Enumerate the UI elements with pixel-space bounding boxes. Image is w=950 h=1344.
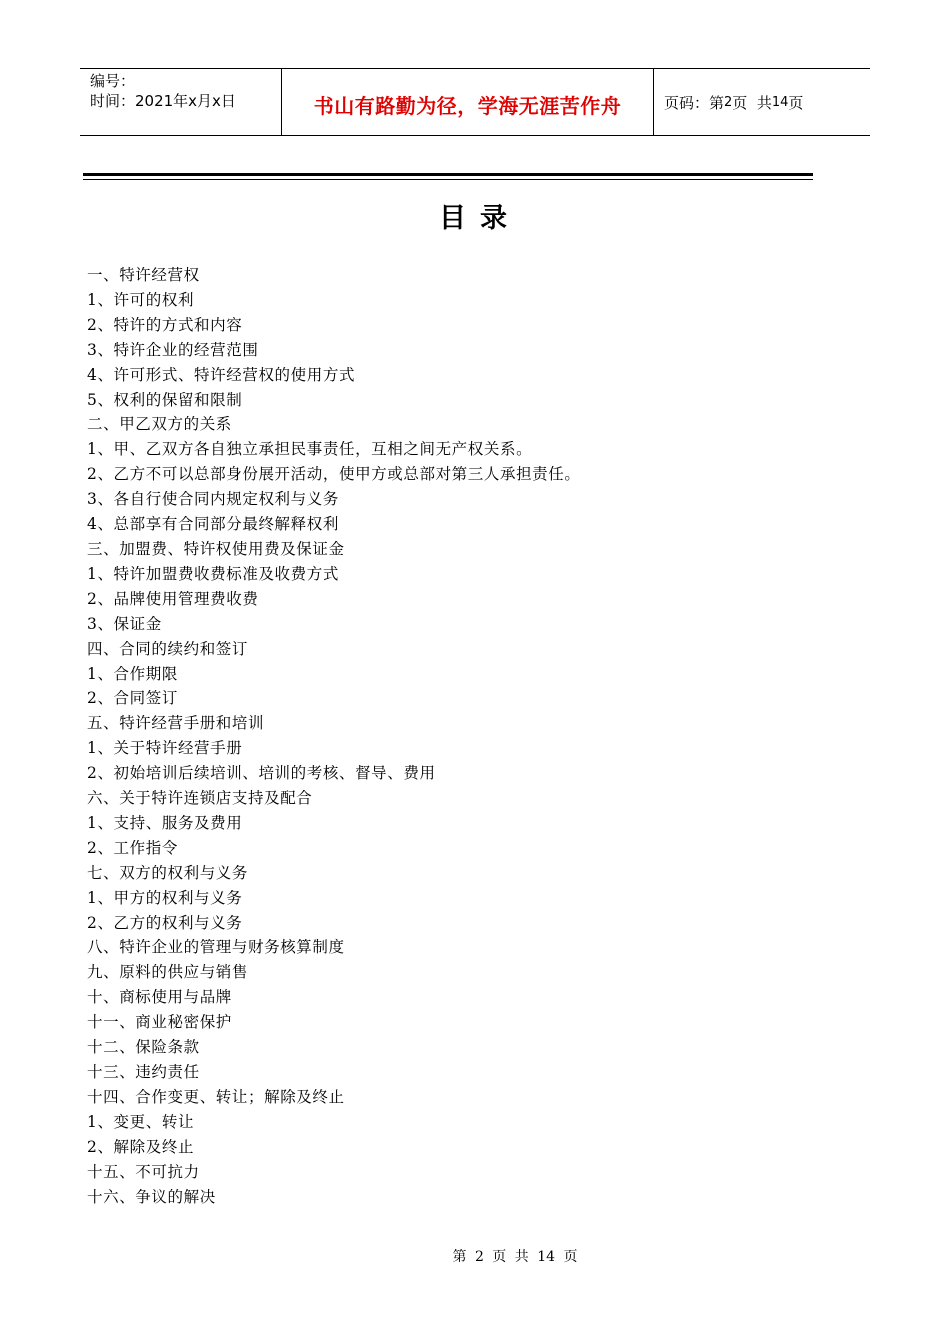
header-motto-cell xyxy=(282,69,654,135)
header-divider-thick xyxy=(83,173,813,176)
page-prefix: 页码：第 xyxy=(664,93,725,112)
page-current: 2 xyxy=(724,94,733,110)
toc-entry: 2、工作指令 xyxy=(87,838,178,857)
toc-entry: 一、特许经营权 xyxy=(87,266,200,284)
toc-entry: 2、乙方的权利与义务 xyxy=(87,913,243,932)
toc-entry: 四、合同的续约和签订 xyxy=(87,639,249,658)
toc-entry: 五、特许经营手册和培训 xyxy=(87,714,265,733)
toc-entry: 4、总部享有合同部分最终解释权利 xyxy=(87,515,339,534)
toc-entry: 2、品牌使用管理费收费 xyxy=(87,589,259,608)
page-header xyxy=(80,68,870,136)
toc-entry: 十五、不可抗力 xyxy=(87,1162,200,1181)
header-meta xyxy=(80,69,282,135)
toc-entry: 2、乙方不可以总部身份展开活动，使甲方或总部对第三人承担责任。 xyxy=(87,465,581,484)
toc-entry: 3、特许企业的经营范围 xyxy=(87,340,259,359)
toc-entry: 4、许可形式、特许经营权的使用方式 xyxy=(87,365,356,384)
toc-entry: 十一、商业秘密保护 xyxy=(87,1013,232,1032)
toc-entry: 3、保证金 xyxy=(87,614,162,633)
toc-entry: 十六、争议的解决 xyxy=(87,1187,216,1206)
toc-entry: 1、变更、转让 xyxy=(87,1112,195,1131)
document-time: 时间：2021年x月x日 xyxy=(90,92,236,110)
toc-entry: 2、解除及终止 xyxy=(87,1137,195,1156)
toc-entry: 1、甲方的权利与义务 xyxy=(87,888,243,907)
toc-entry: 十四、合作变更、转让；解除及终止 xyxy=(87,1087,345,1106)
toc-entry: 5、权利的保留和限制 xyxy=(87,390,243,409)
page-suffix: 页 xyxy=(788,93,804,112)
toc-entry: 1、支持、服务及费用 xyxy=(87,813,243,832)
toc-entry: 六、关于特许连锁店支持及配合 xyxy=(87,789,313,808)
toc-entry: 1、许可的权利 xyxy=(87,290,195,309)
toc-entry: 八、特许企业的管理与财务核算制度 xyxy=(87,938,345,957)
toc-entry: 十二、保险条款 xyxy=(87,1038,200,1057)
toc-entry: 1、合作期限 xyxy=(87,664,178,683)
toc-entry: 1、关于特许经营手册 xyxy=(87,739,243,758)
table-of-contents xyxy=(87,263,847,1209)
toc-entry: 九、原料的供应与销售 xyxy=(87,963,249,982)
header-page-info xyxy=(654,69,870,135)
header-motto: 书山有路勤为径，学海无涯苦作舟 xyxy=(313,93,622,118)
toc-entry: 三、加盟费、特许权使用费及保证金 xyxy=(87,539,345,558)
toc-entry: 1、甲、乙双方各自独立承担民事责任，互相之间无产权关系。 xyxy=(87,440,533,459)
toc-entry: 十三、违约责任 xyxy=(87,1063,200,1081)
toc-entry: 2、合同签订 xyxy=(87,689,178,708)
toc-entry: 1、特许加盟费收费标准及收费方式 xyxy=(87,564,339,583)
toc-entry: 七、双方的权利与义务 xyxy=(87,863,249,882)
toc-entry: 3、各自行使合同内规定权利与义务 xyxy=(87,490,339,509)
toc-entry: 十、商标使用与品牌 xyxy=(87,988,232,1007)
document-number-label: 编号： xyxy=(90,72,136,90)
toc-entry: 2、初始培训后续培训、培训的考核、督导、费用 xyxy=(87,764,436,783)
page-title: 目录 xyxy=(439,203,521,234)
page-mid: 页 共 xyxy=(732,93,772,112)
toc-entry: 二、甲乙双方的关系 xyxy=(87,415,232,434)
page-total: 14 xyxy=(771,94,789,110)
toc-entry: 2、特许的方式和内容 xyxy=(87,315,243,334)
page-footer: 第 2 页 共 14 页 xyxy=(452,1249,578,1265)
header-divider-thin xyxy=(83,179,813,180)
